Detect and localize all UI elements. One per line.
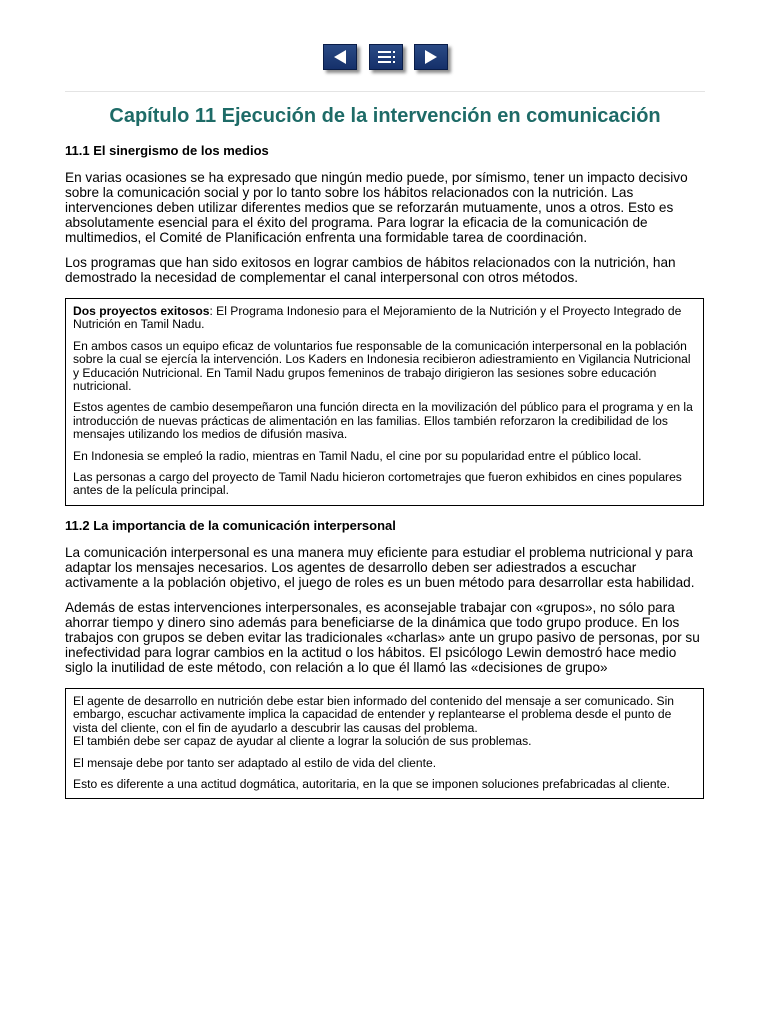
next-page-button[interactable] [414,44,448,70]
header-divider [65,91,705,92]
box-paragraph: Esto es diferente a una actitud dogmática, autoritaria, en la que se imponen soluciones prefabricadas al cliente. [73,776,670,791]
table-of-contents-icon [370,45,402,69]
paragraph: Además de estas intervenciones interpersonales, es aconsejable trabajar con «grupos», no sólo para ahorrar tiempo y dinero sino además para beneficiarse de la dinámica que todo grupo produce. En los trabajos con grupos se deben evitar las tradicionales «charlas» ante un grupo pasivo de personas, por su inefectividad para lograr cambios en la actitud o los hábitos. El psicólogo Lewin demostró hace medio siglo la inutilidad de este método, con relación a lo que él llamó las «decisiones de grupo» [65,599,700,675]
box-paragraph: El agente de desarrollo en nutrición debe estar bien informado del contenido del mensaje a ser comunicado. Sin embargo, escuchar activamente implica la capacidad de entender y replantearse el problema desde el punto de vista del cliente, con el fin de ayudarlo a descubrir las causas del problema. [73,693,675,735]
navigation-bar [0,44,768,72]
box-paragraph: El también debe ser capaz de ayudar al cliente a lograr la solución de sus problemas. [73,734,532,749]
box-paragraph: En Indonesia se empleó la radio, mientras en Tamil Nadu, el cine por su popularidad entre el público local. [73,448,642,463]
box-paragraph: Estos agentes de cambio desempeñaron una función directa en la movilización del público para el programa y en la introducción de nuevas prácticas de alimentación en las familias. Ellos también reforzaron la credibilidad de los mensajes utilizando los medios de difusión masiva. [73,400,693,442]
section-heading: 11.2 La importancia de la comunicación interpersonal [65,517,396,533]
previous-page-button[interactable] [323,44,357,70]
chapter-content [65,103,705,808]
box-paragraph: El mensaje debe por tanto ser adaptado al estilo de vida del cliente. [73,755,437,770]
highlight-box [65,688,704,799]
paragraph: La comunicación interpersonal es una manera muy eficiente para estudiar el problema nutricional y para adaptar los mensajes necesarios. Los agentes de desarrollo deben ser adiestrados a escuchar activamente a la población objetivo, el juego de roles es un buen método para desarrollar esta habilidad. [65,544,695,590]
table-of-contents-button[interactable] [369,44,403,70]
box-paragraph: Las personas a cargo del proyecto de Tamil Nadu hicieron cortometrajes que fueron exhibidos en cines populares antes de la película principal. [73,470,682,498]
highlight-box [65,298,704,506]
chapter-title: Capítulo 11 Ejecución de la intervención en comunicación [109,105,661,127]
arrow-right-icon [415,45,447,69]
paragraph: Los programas que han sido exitosos en lograr cambios de hábitos relacionados con la nutrición, han demostrado la necesidad de complementar el canal interpersonal con otros métodos. [65,255,676,285]
section-heading: 11.1 El sinergismo de los medios [65,143,269,158]
box-lead-text: : El Programa Indonesio para el Mejoramiento de la Nutrición y el Proyecto Integrado de Nutrición en Tamil Nadu. [73,304,682,332]
box-lead-bold: Dos proyectos exitosos [73,304,210,318]
box-paragraph: En ambos casos un equipo eficaz de voluntarios fue responsable de la comunicación interpersonal en la población sobre la cual se ejercía la intervención. Los Kaders en Indonesia recibieron adiestramiento en Vigilancia Nutricional y Educación Nutricional. En Tamil Nadu grupos femeninos de trabajo dirigieron las sesiones sobre educación nutricional. [73,338,691,394]
box-lead-paragraph [73,305,695,332]
arrow-left-icon [324,45,356,69]
paragraph: En varias ocasiones se ha expresado que ningún medio puede, por símismo, tener un impacto decisivo sobre la comunicación social y por lo tanto sobre los hábitos relacionados con la nutrición. Las intervenciones deben utilizar diferentes medios que se reforzarán mutuamente, unos a otros. Esto es absolutamente esencial para el éxito del programa. Para lograr la eficacia de la comunicación de multimedios, el Comité de Planificación enfrenta una formidable tarea de coordinación. [65,170,688,245]
